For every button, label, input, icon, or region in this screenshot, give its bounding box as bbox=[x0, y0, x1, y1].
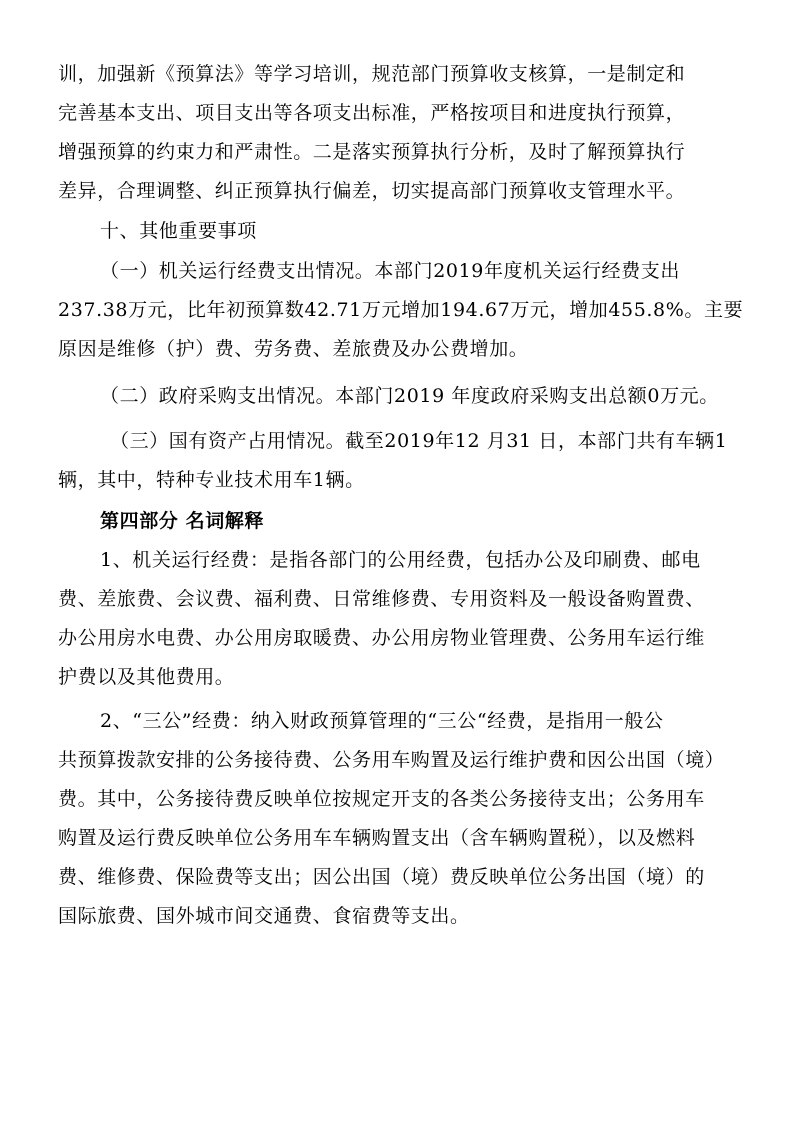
body-text-line: 原因是维修（护）费、劳务费、差旅费及办公费增加。 bbox=[58, 338, 529, 360]
body-text-line: 差异，合理调整、纠正预算执行偏差，切实提高部门预算收支管理水平。 bbox=[58, 180, 686, 202]
body-text-line: 费。其中，公务接待费反映单位按规定开支的各类公务接待支出；公务用车 bbox=[58, 788, 705, 810]
body-text-line: （二）政府采购支出情况。本部门2019 年度政府采购支出总额0万元。 bbox=[100, 385, 719, 407]
body-text-line: 完善基本支出、项目支出等各项支出标准，严格按项目和进度执行预算， bbox=[58, 102, 686, 124]
body-text-line: 费、维修费、保险费等支出；因公出国（境）费反映单位公务出国（境）的 bbox=[58, 866, 705, 888]
body-text-line: （三）国有资产占用情况。截至2019年12 月31 日，本部门共有车辆1 bbox=[110, 430, 728, 452]
body-text-line: （一）机关运行经费支出情况。本部门2019年度机关运行经费支出 bbox=[100, 260, 680, 282]
section-heading: 十、其他重要事项 bbox=[100, 220, 257, 242]
part-heading: 第四部分 名词解释 bbox=[100, 510, 265, 532]
body-text-line: 护费以及其他费用。 bbox=[58, 666, 235, 688]
body-text-line: 辆，其中，特种专业技术用车1辆。 bbox=[58, 469, 365, 491]
body-text-line: 费、差旅费、会议费、福利费、日常维修费、专用资料及一般设备购置费、 bbox=[58, 588, 705, 610]
body-text-line: 1、机关运行经费：是指各部门的公用经费，包括办公及印刷费、邮电 bbox=[100, 549, 701, 571]
body-text-line: 增强预算的约束力和严肃性。二是落实预算执行分析，及时了解预算执行 bbox=[58, 141, 686, 163]
body-text-line: 国际旅费、国外城市间交通费、食宿费等支出。 bbox=[58, 905, 470, 927]
body-text-line: 购置及运行费反映单位公务用车车辆购置支出（含车辆购置税），以及燃料 bbox=[58, 827, 696, 849]
body-text-line: 训，加强新《预算法》等学习培训，规范部门预算收支核算，一是制定和 bbox=[58, 63, 686, 85]
body-text-line: 办公用房水电费、办公用房取暖费、办公用房物业管理费、公务用车运行维 bbox=[58, 627, 705, 649]
body-text-line: 共预算拨款安排的公务接待费、公务用车购置及运行维护费和因公出国（境） bbox=[58, 749, 725, 771]
body-text-line: 2、“三公”经费：纳入财政预算管理的“三公“经费，是指用一般公 bbox=[100, 710, 664, 732]
body-text-line: 237.38万元，比年初预算数42.71万元增加194.67万元，增加455.8%。主要 bbox=[58, 299, 744, 321]
